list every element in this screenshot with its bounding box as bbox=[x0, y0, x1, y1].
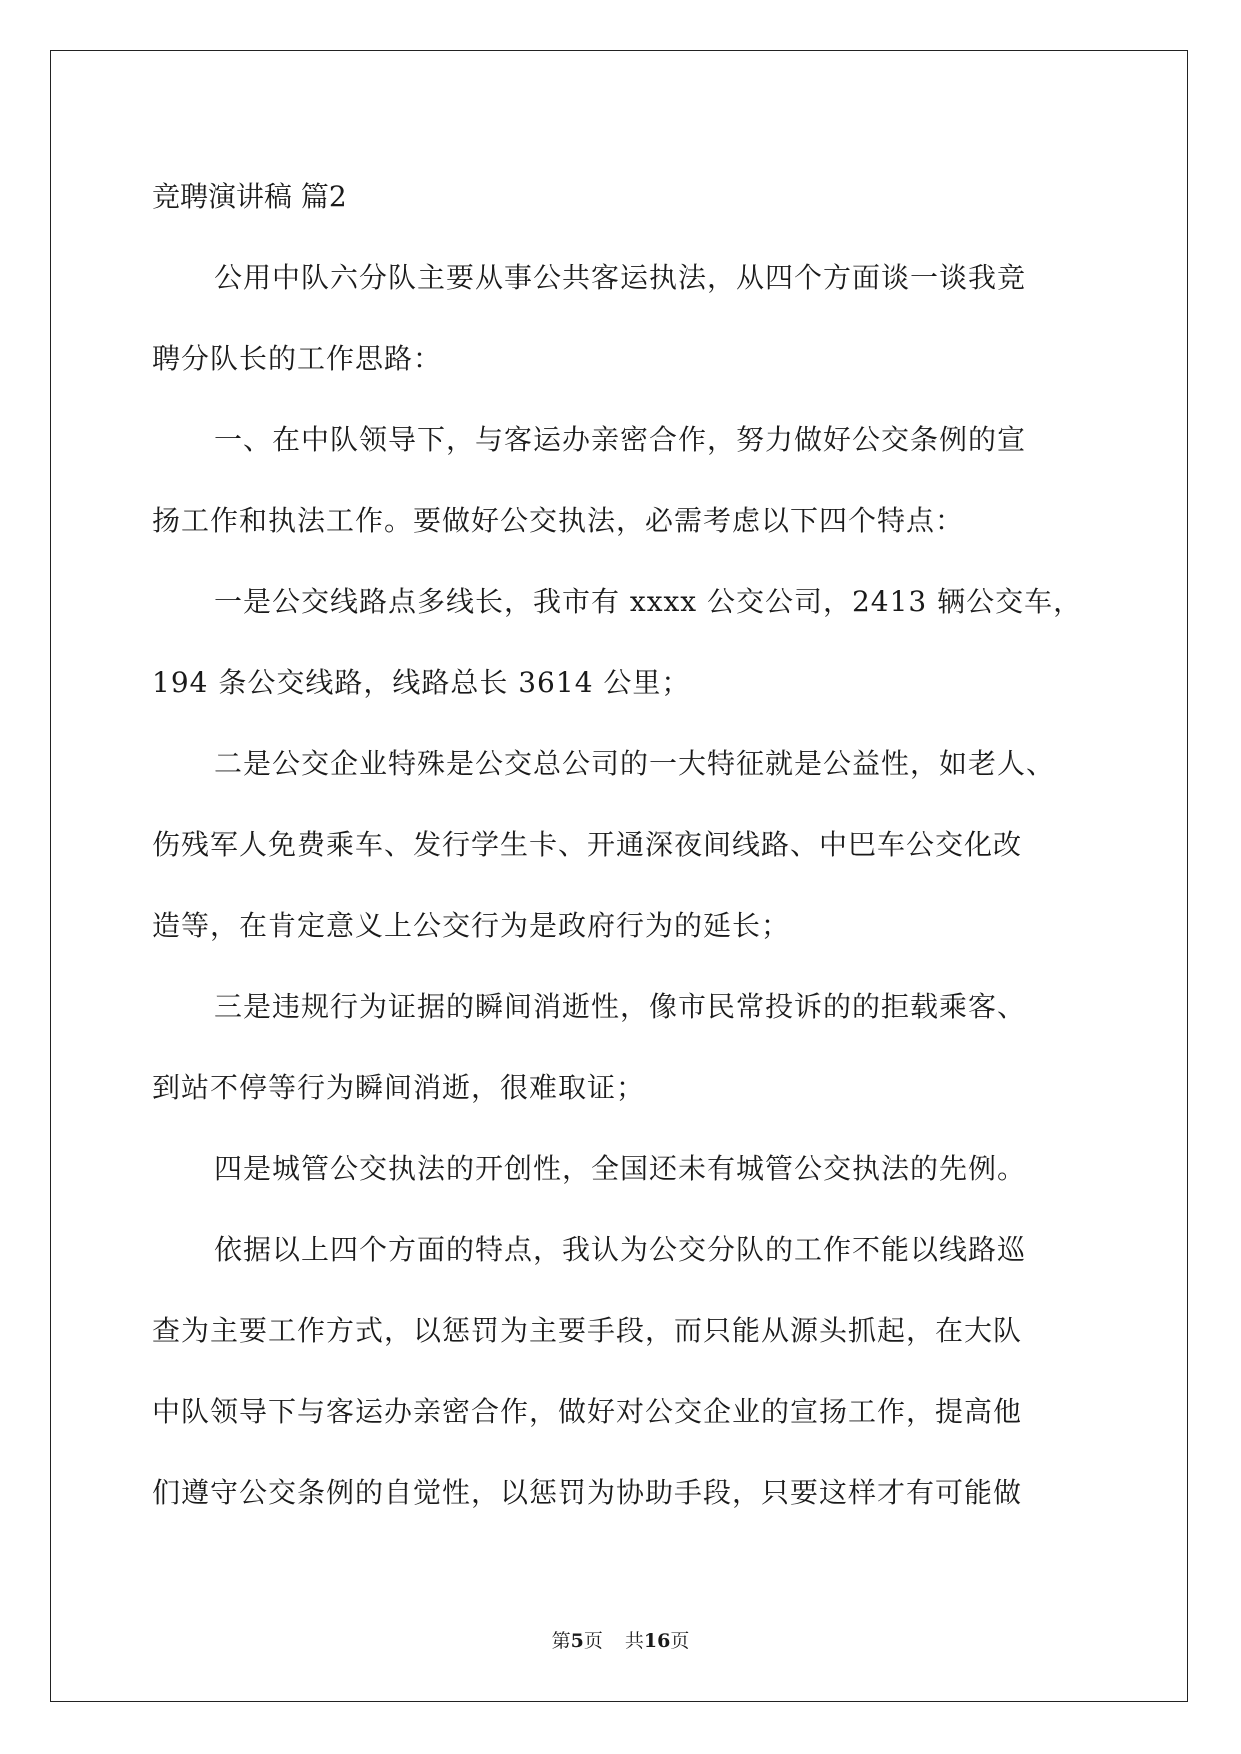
paragraph-4 bbox=[152, 723, 1092, 966]
page-prefix: 第 bbox=[551, 1630, 571, 1652]
text-line: 一、在中队领导下，与客运办亲密合作，努力做好公交条例的宣 bbox=[214, 423, 1027, 456]
text-line: 中队领导下与客运办亲密合作，做好对公交企业的宣扬工作，提高他 bbox=[152, 1395, 1023, 1428]
text-line: 扬工作和执法工作。要做好公交执法，必需考虑以下四个特点： bbox=[152, 504, 965, 537]
paragraph-5 bbox=[152, 966, 1092, 1128]
text-line: 造等，在肯定意义上公交行为是政府行为的延长； bbox=[152, 909, 791, 942]
text-line: 到站不停等行为瞬间消逝，很难取证； bbox=[152, 1071, 646, 1104]
total-prefix: 共 bbox=[624, 1630, 644, 1652]
total-suffix: 页 bbox=[670, 1630, 690, 1652]
text-line: 一是公交线路点多线长，我市有 xxxx 公交公司，2413 辆公交车， bbox=[214, 585, 1083, 618]
page-number: 5 bbox=[570, 1630, 584, 1652]
text-line: 们遵守公交条例的自觉性，以惩罚为协助手段，只要这样才有可能做 bbox=[152, 1476, 1023, 1509]
text-line: 公用中队六分队主要从事公共客运执法，从四个方面谈一谈我竞 bbox=[214, 261, 1027, 294]
paragraph-2 bbox=[152, 399, 1092, 561]
text-line: 聘分队长的工作思路： bbox=[152, 342, 443, 375]
paragraph-7 bbox=[152, 1209, 1092, 1533]
text-line: 查为主要工作方式，以惩罚为主要手段，而只能从源头抓起，在大队 bbox=[152, 1314, 1023, 1347]
paragraph-3 bbox=[152, 561, 1092, 723]
text-line: 二是公交企业特殊是公交总公司的一大特征就是公益性，如老人、 bbox=[214, 747, 1056, 780]
text-line: 三是违规行为证据的瞬间消逝性，像市民常投诉的的拒载乘客、 bbox=[214, 990, 1027, 1023]
text-line: 依据以上四个方面的特点，我认为公交分队的工作不能以线路巡 bbox=[214, 1233, 1027, 1266]
text-line: 194 条公交线路，线路总长 3614 公里； bbox=[152, 666, 691, 699]
document-body bbox=[152, 157, 1092, 1533]
page-suffix: 页 bbox=[583, 1630, 603, 1652]
text-line: 伤残军人免费乘车、发行学生卡、开通深夜间线路、中巴车公交化改 bbox=[152, 828, 1023, 861]
page-footer bbox=[0, 1626, 1241, 1653]
total-pages: 16 bbox=[643, 1630, 671, 1652]
paragraph-1 bbox=[152, 237, 1092, 399]
text-line: 四是城管公交执法的开创性，全国还未有城管公交执法的先例。 bbox=[214, 1152, 1027, 1185]
document-title: 竞聘演讲稿 篇2 bbox=[152, 180, 347, 213]
paragraph-6 bbox=[152, 1128, 1092, 1209]
